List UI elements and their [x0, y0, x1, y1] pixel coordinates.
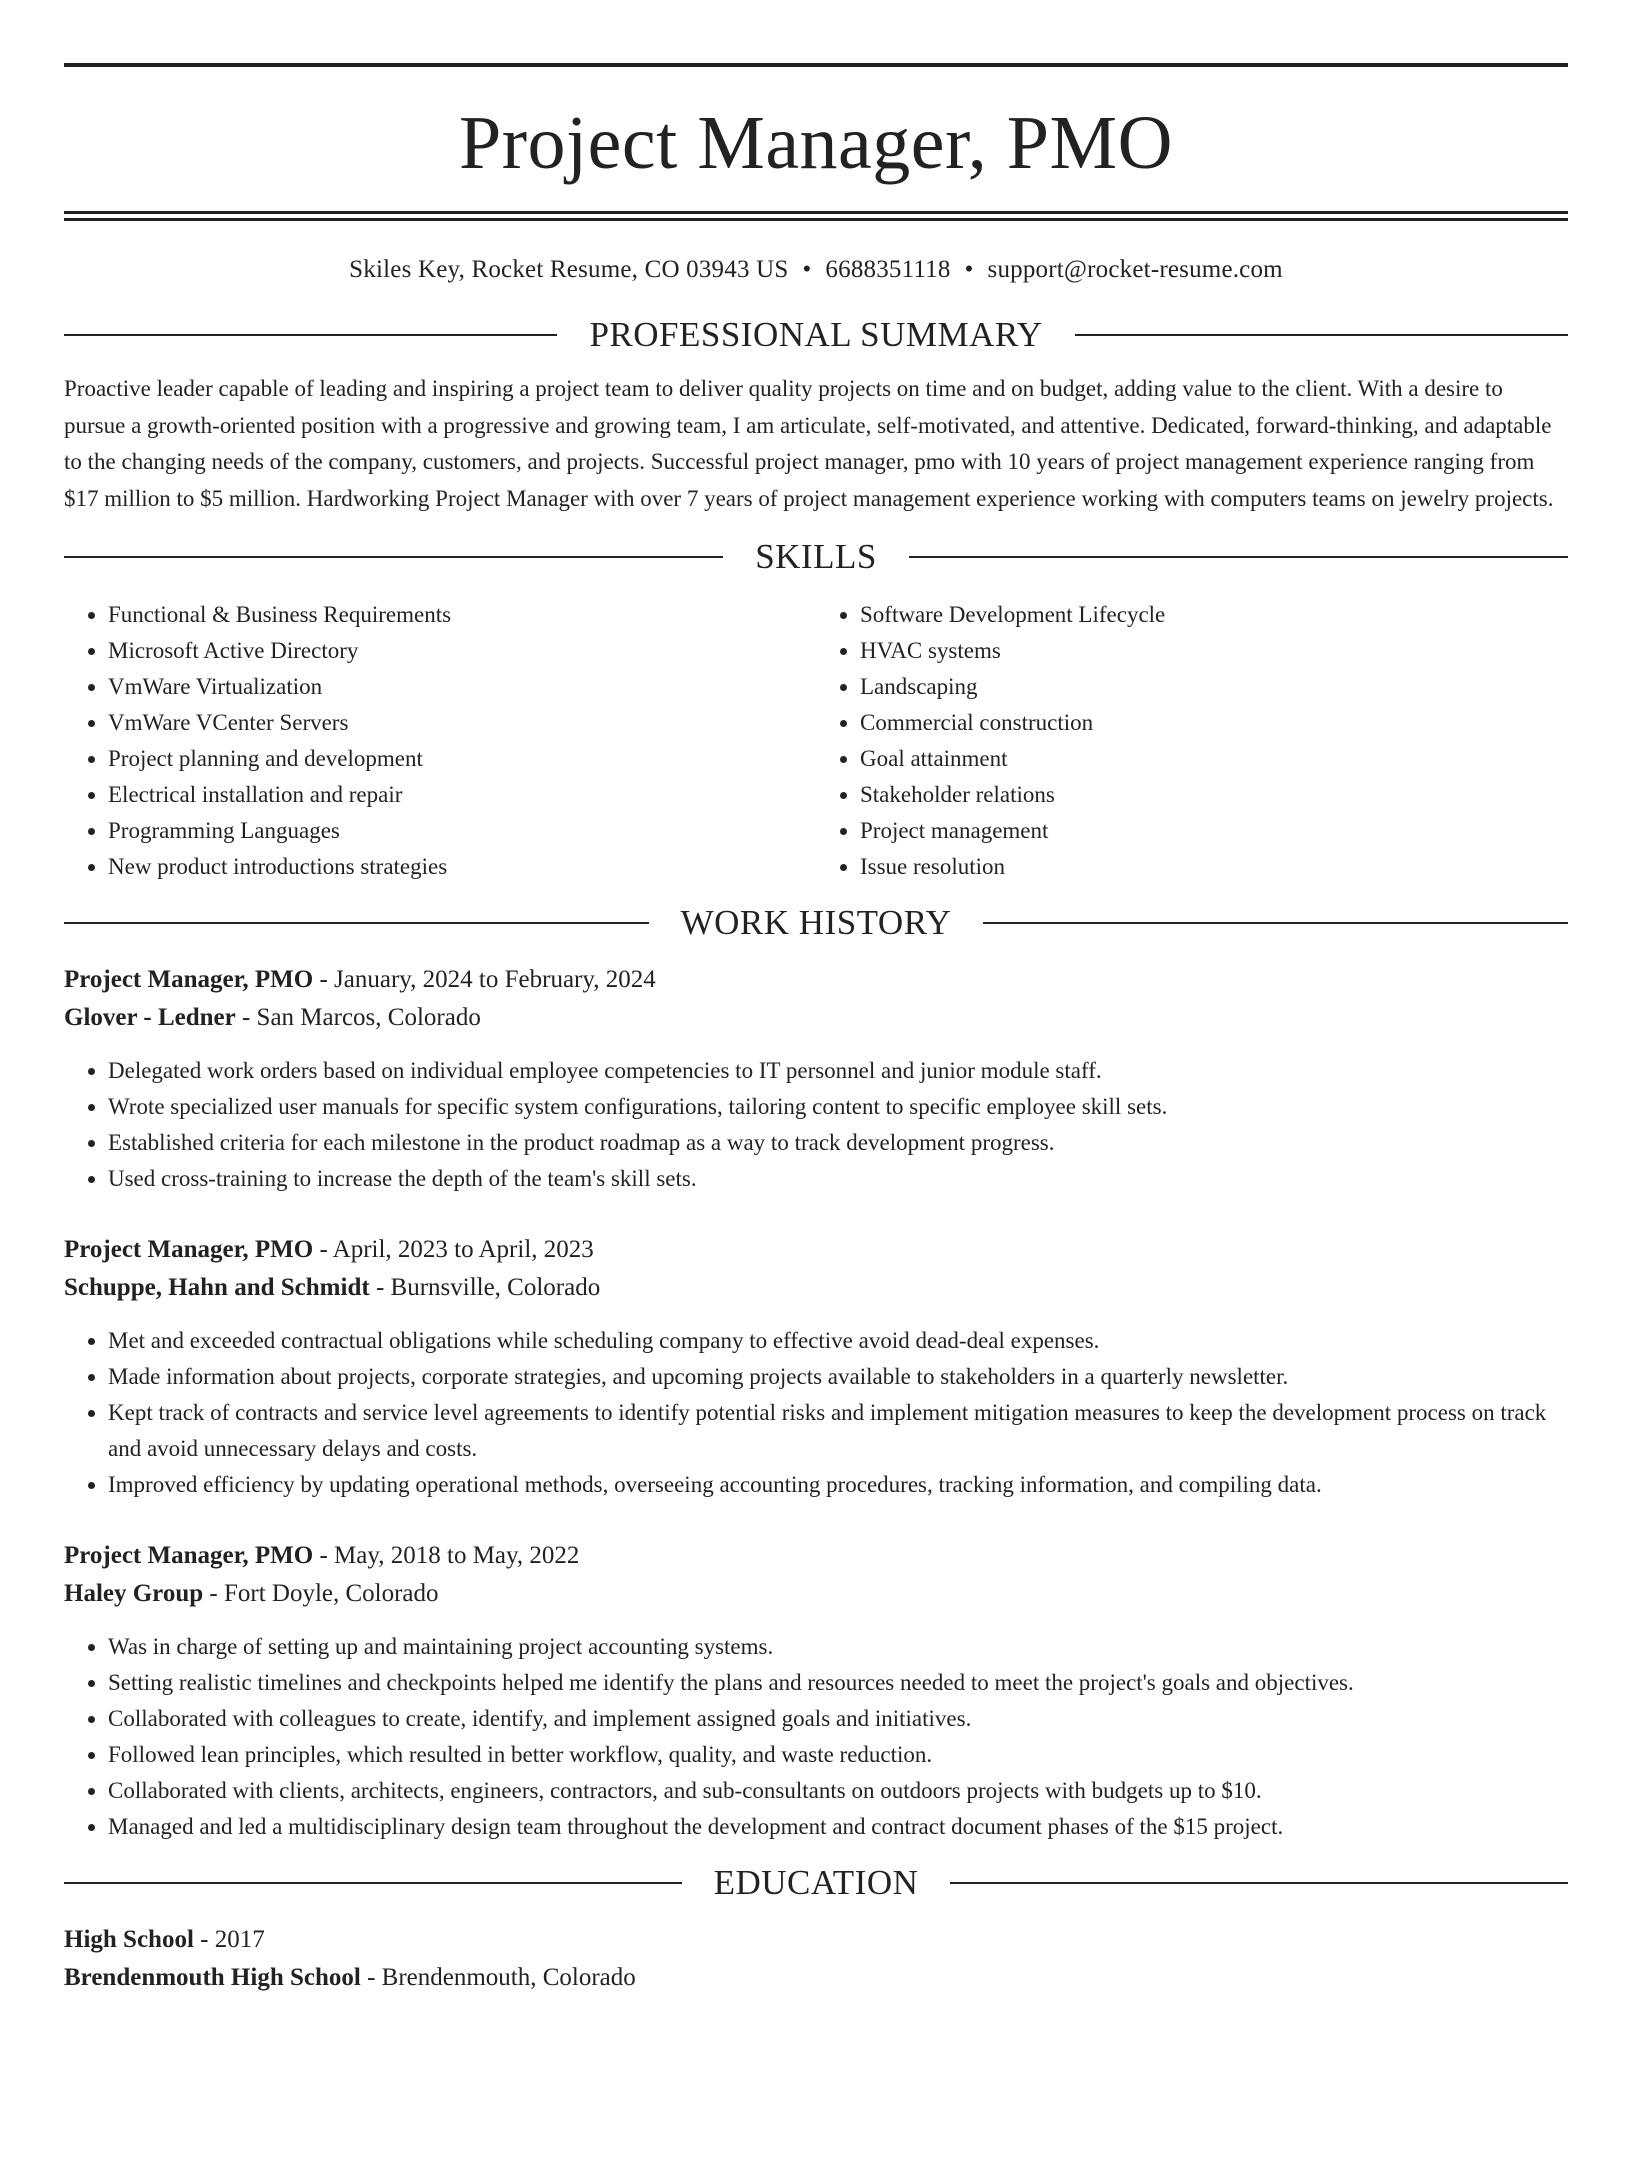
- job-dates: - May, 2018 to May, 2022: [313, 1542, 580, 1569]
- job-bullet: • Made information about projects, corporate strategies, and upcoming projects available to stakeholders in a quarterly newsletter.: [108, 1359, 1568, 1395]
- skill-item: • Project planning and development: [108, 741, 816, 777]
- job-bullet: • Kept track of contracts and service level agreements to identify potential risks and implement mitigation measures to keep the development process on track and avoid unnecessary delays and costs.: [108, 1395, 1568, 1467]
- contact-line: [64, 255, 1568, 285]
- job-company: Schuppe, Hahn and Schmidt: [64, 1274, 370, 1301]
- job-bullet: • Improved efficiency by updating operational methods, overseeing accounting procedures, tracking information, and compiling data.: [108, 1467, 1568, 1503]
- heading-rule-left: [64, 1882, 682, 1884]
- skill-item: • VmWare VCenter Servers: [108, 705, 816, 741]
- skill-item: • Software Development Lifecycle: [860, 597, 1568, 633]
- job-bullet: • Met and exceeded contractual obligations while scheduling company to effective avoid dead-deal expenses.: [108, 1323, 1568, 1359]
- summary-text: Proactive leader capable of leading and inspiring a project team to deliver quality projects on time and on budget, adding value to the client. With a desire to pursue a growth-oriented position with a progressive and growing team, I am articulate, self-motivated, and attentive. Dedicated, forward-thinking, and adaptable to the changing needs of the company, customers, and projects. Successful project manager, pmo with 10 years of project management experience ranging from $17 million to $5 million. Hardworking Project Manager with over 7 years of project management experience working with computers teams on jewelry projects.: [64, 376, 1554, 511]
- skills-list-right: [816, 597, 1568, 885]
- skills-columns: [64, 597, 1568, 885]
- skills-list-left: [64, 597, 816, 885]
- job-dates: - January, 2024 to February, 2024: [313, 966, 656, 993]
- education-year: - 2017: [193, 1926, 265, 1953]
- job-bullet: • Was in charge of setting up and maintaining project accounting systems.: [108, 1629, 1568, 1665]
- education-heading-label: EDUCATION: [713, 1863, 919, 1902]
- summary-heading-label: PROFESSIONAL SUMMARY: [589, 315, 1043, 354]
- job-entry: [64, 1537, 1568, 1845]
- job-company: Haley Group: [64, 1580, 204, 1607]
- skill-item: • Issue resolution: [860, 849, 1568, 885]
- job-bullets: [64, 1629, 1568, 1845]
- heading-rule-right: [1075, 334, 1568, 336]
- resume-title: Project Manager, PMO: [458, 101, 1174, 185]
- skill-item: • HVAC systems: [860, 633, 1568, 669]
- heading-rule-left: [64, 556, 723, 558]
- resume-page: [0, 63, 1632, 2175]
- skill-item: • Project management: [860, 813, 1568, 849]
- job-bullets: [64, 1053, 1568, 1197]
- education-degree: High School: [64, 1926, 194, 1953]
- skill-item: • Goal attainment: [860, 741, 1568, 777]
- work-heading: [64, 901, 1568, 945]
- skill-item: • Stakeholder relations: [860, 777, 1568, 813]
- job-company-line: [64, 999, 1568, 1037]
- contact-separator: •: [802, 256, 812, 283]
- job-title: Project Manager, PMO: [64, 1236, 314, 1263]
- skill-item: • Electrical installation and repair: [108, 777, 816, 813]
- work-heading-label: WORK HISTORY: [680, 903, 952, 942]
- job-company: Glover - Ledner: [64, 1004, 236, 1031]
- skill-item: • Programming Languages: [108, 813, 816, 849]
- skill-item: • VmWare Virtualization: [108, 669, 816, 705]
- job-title: Project Manager, PMO: [64, 1542, 314, 1569]
- education-entry: [64, 1921, 1568, 1997]
- job-bullet: • Delegated work orders based on individual employee competencies to IT personnel and junior module staff.: [108, 1053, 1568, 1089]
- summary-heading: [64, 313, 1568, 357]
- heading-rule-right: [909, 556, 1568, 558]
- job-entry: [64, 1231, 1568, 1503]
- job-bullet: • Wrote specialized user manuals for specific system configurations, tailoring content to specific employee skill sets.: [108, 1089, 1568, 1125]
- contact-address: Skiles Key, Rocket Resume, CO 03943 US: [349, 256, 789, 283]
- job-title-line: [64, 961, 1568, 999]
- job-entry: [64, 961, 1568, 1197]
- job-location: - Burnsville, Colorado: [369, 1274, 601, 1301]
- skill-item: • Commercial construction: [860, 705, 1568, 741]
- job-location: - Fort Doyle, Colorado: [203, 1580, 439, 1607]
- job-bullet: • Used cross-training to increase the depth of the team's skill sets.: [108, 1161, 1568, 1197]
- skill-item: • Landscaping: [860, 669, 1568, 705]
- education-school: Brendenmouth High School: [64, 1964, 361, 1991]
- skill-item: • New product introductions strategies: [108, 849, 816, 885]
- job-bullet: • Collaborated with clients, architects, engineers, contractors, and sub-consultants on outdoors projects with budgets up to $10.: [108, 1773, 1568, 1809]
- heading-rule-right: [983, 922, 1568, 924]
- top-rule: [64, 63, 1568, 67]
- title-double-rule: [64, 211, 1568, 221]
- heading-rule-right: [950, 1882, 1568, 1884]
- skill-item: • Microsoft Active Directory: [108, 633, 816, 669]
- job-company-line: [64, 1575, 1568, 1613]
- job-company-line: [64, 1269, 1568, 1307]
- job-bullet: • Followed lean principles, which resulted in better workflow, quality, and waste reduction.: [108, 1737, 1568, 1773]
- job-title-line: [64, 1231, 1568, 1269]
- education-location: - Brendenmouth, Colorado: [360, 1964, 636, 1991]
- education-school-line: [64, 1959, 1568, 1997]
- heading-rule-left: [64, 334, 557, 336]
- education-heading: [64, 1861, 1568, 1905]
- job-title: Project Manager, PMO: [64, 966, 314, 993]
- job-title-line: [64, 1537, 1568, 1575]
- skill-item: • Functional & Business Requirements: [108, 597, 816, 633]
- job-bullet: • Established criteria for each milestone in the product roadmap as a way to track development progress.: [108, 1125, 1568, 1161]
- job-dates: - April, 2023 to April, 2023: [313, 1236, 594, 1263]
- heading-rule-left: [64, 922, 649, 924]
- skills-heading: [64, 535, 1568, 579]
- job-bullet: • Managed and led a multidisciplinary design team throughout the development and contract document phases of the $15 project.: [108, 1809, 1568, 1845]
- contact-separator: •: [964, 256, 974, 283]
- job-bullets: [64, 1323, 1568, 1503]
- job-bullet: • Collaborated with colleagues to create, identify, and implement assigned goals and initiatives.: [108, 1701, 1568, 1737]
- skills-heading-label: SKILLS: [755, 537, 877, 576]
- education-degree-line: [64, 1921, 1568, 1959]
- contact-phone: 6688351118: [825, 256, 951, 283]
- contact-email: support@rocket-resume.com: [987, 256, 1283, 283]
- job-location: - San Marcos, Colorado: [235, 1004, 481, 1031]
- job-bullet: • Setting realistic timelines and checkpoints helped me identify the plans and resources needed to meet the project's goals and objectives.: [108, 1665, 1568, 1701]
